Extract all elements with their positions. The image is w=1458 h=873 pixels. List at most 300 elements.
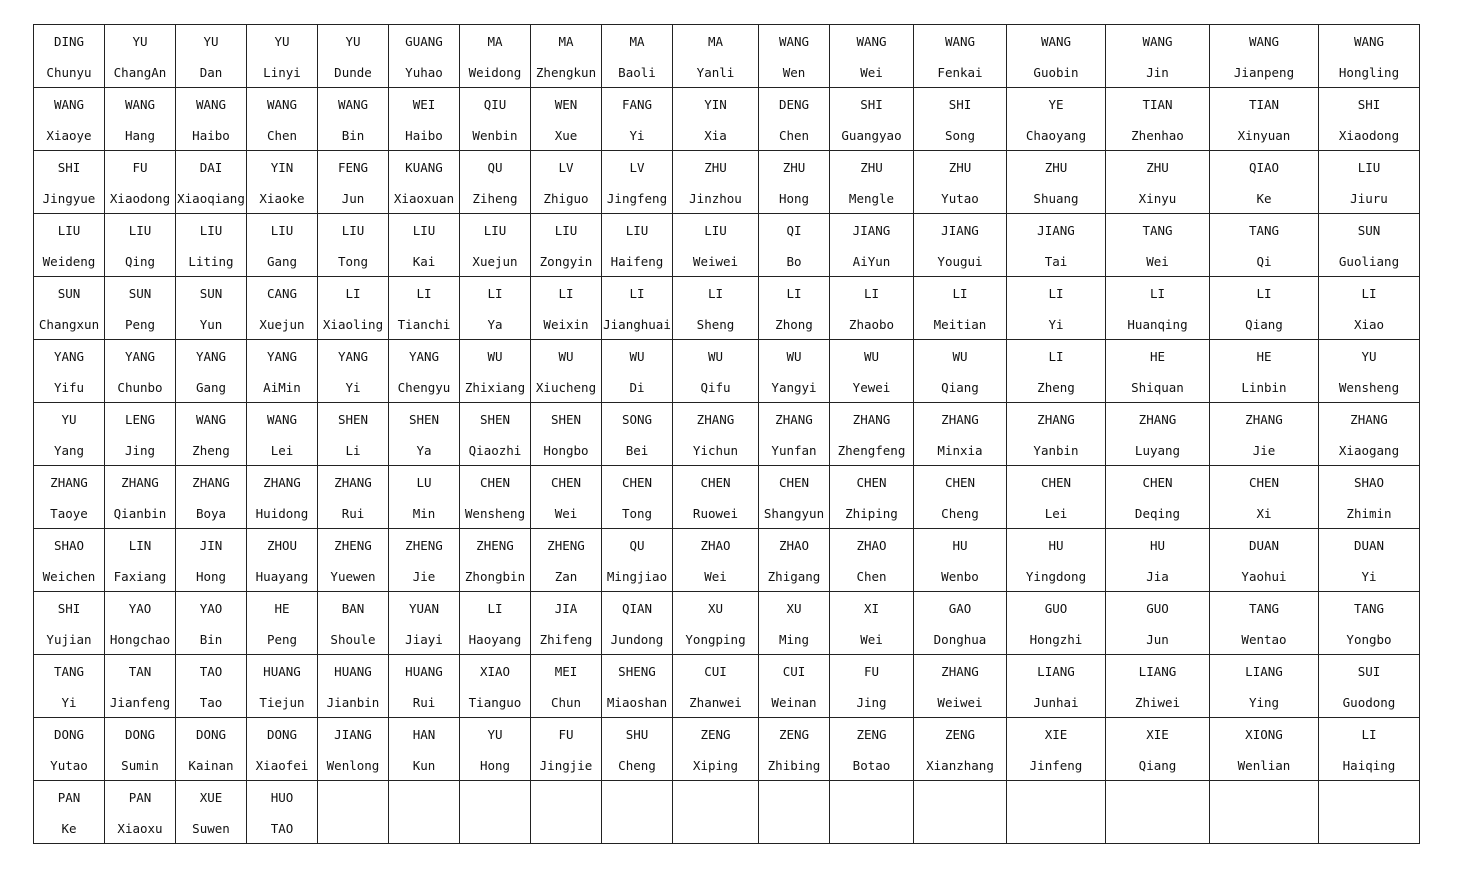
name-cell xyxy=(105,277,176,340)
given-name-text: Xiaoling xyxy=(322,317,384,332)
surname-text: WU xyxy=(487,349,503,364)
name-cell xyxy=(1319,781,1420,844)
surname-text: LI xyxy=(345,286,361,301)
given-name-text: Zhiguo xyxy=(543,191,589,206)
surname-text: SHEN xyxy=(550,412,582,427)
name-cell xyxy=(673,592,759,655)
surname-text: WANG xyxy=(778,34,810,49)
name-cell xyxy=(531,214,602,277)
name-cell xyxy=(759,214,830,277)
name-cell xyxy=(673,718,759,781)
given-name-text: Jianbin xyxy=(326,695,380,710)
name-cell xyxy=(1319,655,1420,718)
surname-text: LIU xyxy=(412,223,436,238)
name-cell xyxy=(830,277,914,340)
name-cell xyxy=(318,25,389,88)
surname-text: MA xyxy=(629,34,645,49)
name-cell xyxy=(914,592,1007,655)
surname-text: ZHANG xyxy=(50,475,88,490)
given-name-text: Yunfan xyxy=(771,443,817,458)
name-cell xyxy=(318,214,389,277)
given-name-text: Jing xyxy=(856,695,887,710)
name-cell xyxy=(602,25,673,88)
surname-text: CHEN xyxy=(1142,475,1173,490)
surname-text: SUN xyxy=(128,286,152,301)
given-name-text: Jianpeng xyxy=(1233,65,1295,80)
surname-text: ZHANG xyxy=(852,412,891,427)
name-cell xyxy=(759,592,830,655)
given-name-text: Sumin xyxy=(121,758,159,773)
name-cell xyxy=(176,88,247,151)
name-cell xyxy=(531,655,602,718)
given-name-text: Jie xyxy=(1252,443,1276,458)
name-cell xyxy=(1106,781,1210,844)
name-cell xyxy=(176,655,247,718)
given-name-text: Junhai xyxy=(1033,695,1079,710)
given-name-text: Changxun xyxy=(38,317,100,332)
table-row xyxy=(34,592,1420,655)
surname-text: WANG xyxy=(266,97,298,112)
given-name-text: Haibo xyxy=(192,128,230,143)
name-cell xyxy=(105,151,176,214)
name-cell xyxy=(531,781,602,844)
given-name-text: TAO xyxy=(270,821,294,836)
surname-text: ZENG xyxy=(700,727,731,742)
surname-text: LIANG xyxy=(1245,664,1283,679)
surname-text: DING xyxy=(53,34,85,49)
given-name-text: Weideng xyxy=(42,254,96,269)
name-cell xyxy=(1210,529,1319,592)
given-name-text: Weidong xyxy=(468,65,522,80)
name-cell xyxy=(602,214,673,277)
name-cell xyxy=(830,88,914,151)
given-name-text: Weiwei xyxy=(692,254,739,269)
surname-text: WU xyxy=(558,349,574,364)
given-name-text: Donghua xyxy=(933,632,987,647)
given-name-text: Peng xyxy=(266,632,298,647)
surname-text: LIU xyxy=(625,223,649,238)
name-cell xyxy=(1319,277,1420,340)
name-cell xyxy=(389,403,460,466)
given-name-text: Tiejun xyxy=(259,695,305,710)
surname-text: MA xyxy=(707,34,724,49)
given-name-text: Kainan xyxy=(188,758,234,773)
given-name-text: Yaohui xyxy=(1241,569,1287,584)
given-name-text xyxy=(759,820,829,838)
surname-text: LI xyxy=(487,286,503,301)
name-cell xyxy=(1319,214,1420,277)
surname-text: BAN xyxy=(341,601,365,616)
name-cell xyxy=(673,403,759,466)
name-cell xyxy=(1210,781,1319,844)
given-name-text: Tianguo xyxy=(468,695,522,710)
given-name-text: Tong xyxy=(337,254,369,269)
name-cell xyxy=(389,781,460,844)
name-cell xyxy=(389,340,460,403)
given-name-text: Zan xyxy=(554,569,578,584)
surname-text: ZHANG xyxy=(775,412,813,427)
surname-text: LI xyxy=(1149,286,1166,301)
name-cell xyxy=(602,88,673,151)
surname-text: YIN xyxy=(270,160,294,175)
name-cell xyxy=(1007,655,1106,718)
given-name-text: Sheng xyxy=(696,317,735,332)
name-cell xyxy=(914,466,1007,529)
name-cell xyxy=(1210,340,1319,403)
surname-text: LU xyxy=(416,475,432,490)
name-cell xyxy=(531,151,602,214)
name-cell xyxy=(34,25,105,88)
given-name-text: Guangyao xyxy=(841,128,902,143)
name-cell xyxy=(914,529,1007,592)
given-name-text: Ming xyxy=(778,632,810,647)
surname-text: PAN xyxy=(128,790,152,805)
given-name-text: Wensheng xyxy=(464,506,526,521)
name-cell xyxy=(1106,88,1210,151)
surname-text xyxy=(1319,789,1419,807)
given-name-text: Mingjiao xyxy=(606,569,668,584)
name-cell xyxy=(1210,88,1319,151)
name-cell xyxy=(759,88,830,151)
name-cell xyxy=(318,403,389,466)
name-cell xyxy=(830,340,914,403)
surname-text: HU xyxy=(1149,538,1166,553)
name-cell xyxy=(1106,592,1210,655)
name-cell xyxy=(759,151,830,214)
surname-text: QU xyxy=(487,160,503,175)
surname-text: YAO xyxy=(128,601,152,616)
given-name-text: Yifu xyxy=(53,380,85,395)
given-name-text: Min xyxy=(412,506,436,521)
given-name-text: Tong xyxy=(621,506,653,521)
name-cell xyxy=(602,340,673,403)
name-cell xyxy=(673,466,759,529)
given-name-text xyxy=(531,820,601,838)
surname-text: ZHANG xyxy=(192,475,230,490)
name-cell xyxy=(1106,277,1210,340)
given-name-text: Yun xyxy=(199,317,223,332)
given-name-text: Haiqing xyxy=(1342,758,1396,773)
surname-text: ZHENG xyxy=(476,538,514,553)
surname-text: DONG xyxy=(266,727,298,742)
given-name-text: Boya xyxy=(195,506,227,521)
surname-text: ZHAO xyxy=(700,538,731,553)
surname-text: LI xyxy=(786,286,802,301)
name-cell xyxy=(1210,655,1319,718)
name-cell xyxy=(759,781,830,844)
name-cell xyxy=(830,25,914,88)
given-name-text: Wenlong xyxy=(326,758,380,773)
surname-text: ZHU xyxy=(782,160,806,175)
name-cell xyxy=(759,466,830,529)
given-name-text: Yujian xyxy=(46,632,92,647)
surname-text: XIE xyxy=(1146,727,1169,742)
surname-text: CHEN xyxy=(778,475,810,490)
name-cell xyxy=(914,88,1007,151)
given-name-text xyxy=(914,820,1006,838)
surname-text xyxy=(460,789,530,807)
given-name-text: Wei xyxy=(1146,254,1169,269)
surname-text: SHAO xyxy=(53,538,85,553)
given-name-text: Wei xyxy=(860,65,883,80)
surname-text xyxy=(1106,789,1209,807)
given-name-text: Kun xyxy=(412,758,436,773)
surname-text: WANG xyxy=(856,34,887,49)
name-cell xyxy=(389,25,460,88)
surname-text xyxy=(531,789,601,807)
name-cell xyxy=(105,718,176,781)
surname-text: FU xyxy=(558,727,574,742)
surname-text: ZHU xyxy=(860,160,883,175)
name-cell xyxy=(105,781,176,844)
surname-text: LI xyxy=(1256,286,1272,301)
given-name-text: Weixin xyxy=(543,317,589,332)
given-name-text: Fenkai xyxy=(937,65,983,80)
name-cell xyxy=(247,277,318,340)
name-cell xyxy=(1319,340,1420,403)
surname-text: LI xyxy=(416,286,432,301)
name-cell xyxy=(1319,25,1420,88)
name-cell xyxy=(602,403,673,466)
name-cell xyxy=(318,277,389,340)
given-name-text: Ke xyxy=(61,821,77,836)
given-name-text: Yewei xyxy=(852,380,891,395)
given-name-text: Wenbin xyxy=(472,128,518,143)
given-name-text: Xuejun xyxy=(259,317,305,332)
surname-text: CHEN xyxy=(1040,475,1072,490)
given-name-text: Chun xyxy=(550,695,582,710)
name-cell xyxy=(1319,403,1420,466)
given-name-text: Deqing xyxy=(1134,506,1181,521)
name-cell xyxy=(460,655,531,718)
surname-text: ZHANG xyxy=(696,412,735,427)
name-cell xyxy=(830,529,914,592)
surname-text: HE xyxy=(1149,349,1166,364)
given-name-text: Zhixiang xyxy=(464,380,526,395)
given-name-text: Jiuru xyxy=(1350,191,1388,206)
table-row xyxy=(34,466,1420,529)
given-name-text: Jun xyxy=(341,191,365,206)
given-name-text: Di xyxy=(629,380,645,395)
name-cell xyxy=(830,781,914,844)
surname-text: ZENG xyxy=(778,727,810,742)
surname-text: WU xyxy=(863,349,880,364)
name-cell xyxy=(914,151,1007,214)
given-name-text: Zhimin xyxy=(1346,506,1392,521)
surname-text: YANG xyxy=(337,349,369,364)
name-cell xyxy=(602,151,673,214)
name-cell xyxy=(318,340,389,403)
name-cell xyxy=(1007,214,1106,277)
name-cell xyxy=(34,718,105,781)
name-cell xyxy=(673,655,759,718)
given-name-text: Zhanwei xyxy=(689,695,742,710)
given-name-text: Taoye xyxy=(50,506,88,521)
name-cell xyxy=(318,781,389,844)
name-cell xyxy=(34,781,105,844)
name-cell xyxy=(602,655,673,718)
given-name-text: Guobin xyxy=(1033,65,1079,80)
name-cell xyxy=(914,25,1007,88)
name-cell xyxy=(1007,25,1106,88)
surname-text: WANG xyxy=(195,412,227,427)
surname-text: ZHU xyxy=(704,160,727,175)
name-cell xyxy=(1210,403,1319,466)
surname-text: LV xyxy=(629,160,645,175)
given-name-text: Jingyue xyxy=(42,191,96,206)
name-cell xyxy=(105,340,176,403)
given-name-text: Wei xyxy=(554,506,578,521)
name-cell xyxy=(34,277,105,340)
surname-text: YANG xyxy=(195,349,227,364)
name-cell xyxy=(531,718,602,781)
name-cell xyxy=(602,466,673,529)
given-name-text: Liting xyxy=(188,254,234,269)
given-name-text: Luyang xyxy=(1134,443,1181,458)
given-name-text: Huayang xyxy=(255,569,309,584)
surname-text: CUI xyxy=(704,664,727,679)
name-cell xyxy=(389,529,460,592)
surname-text: XIAO xyxy=(479,664,511,679)
name-cell xyxy=(34,655,105,718)
surname-text: ZHAO xyxy=(856,538,887,553)
name-cell xyxy=(105,403,176,466)
surname-text: DUAN xyxy=(1353,538,1385,553)
surname-text: GUANG xyxy=(405,34,443,49)
name-cell xyxy=(1210,466,1319,529)
name-cell xyxy=(1319,529,1420,592)
name-cell xyxy=(531,592,602,655)
name-cell xyxy=(247,655,318,718)
name-cell xyxy=(830,655,914,718)
surname-text: ZHENG xyxy=(405,538,443,553)
surname-text: LI xyxy=(1361,286,1377,301)
surname-text: SHAO xyxy=(1353,475,1385,490)
surname-text: JIN xyxy=(199,538,223,553)
given-name-text: Xiaodong xyxy=(1338,128,1400,143)
given-name-text: Weichen xyxy=(42,569,96,584)
surname-text: HUANG xyxy=(263,664,301,679)
given-name-text: AiMin xyxy=(263,380,301,395)
given-name-text: Haifeng xyxy=(610,254,664,269)
surname-text: ZHU xyxy=(1146,160,1169,175)
given-name-text: Xuejun xyxy=(472,254,518,269)
name-cell xyxy=(460,403,531,466)
name-cell xyxy=(1319,592,1420,655)
given-name-text: Jin xyxy=(1146,65,1169,80)
surname-text: HUO xyxy=(270,790,294,805)
surname-text: LI xyxy=(863,286,880,301)
name-cell xyxy=(1007,529,1106,592)
given-name-text: Bo xyxy=(786,254,802,269)
surname-text: ZHANG xyxy=(1350,412,1388,427)
name-cell xyxy=(1319,466,1420,529)
name-cell xyxy=(531,25,602,88)
given-name-text xyxy=(830,820,913,838)
surname-text: LIANG xyxy=(1037,664,1075,679)
surname-text: XI xyxy=(863,601,880,616)
name-cell xyxy=(176,466,247,529)
surname-text: JIANG xyxy=(1037,223,1075,238)
name-cell xyxy=(318,466,389,529)
given-name-text: Ke xyxy=(1256,191,1272,206)
surname-text: ZHANG xyxy=(263,475,301,490)
surname-text: SHU xyxy=(625,727,649,742)
surname-text: WANG xyxy=(1142,34,1173,49)
name-cell xyxy=(247,151,318,214)
name-cell xyxy=(1106,151,1210,214)
given-name-text: Bin xyxy=(199,632,223,647)
given-name-text: Li xyxy=(345,443,361,458)
given-name-text: Peng xyxy=(124,317,156,332)
given-name-text: Jinfeng xyxy=(1029,758,1083,773)
name-cell xyxy=(531,340,602,403)
surname-text: ZHU xyxy=(948,160,972,175)
surname-text xyxy=(1210,789,1318,807)
name-cell xyxy=(34,151,105,214)
surname-text: SHENG xyxy=(618,664,656,679)
surname-text: YAO xyxy=(199,601,223,616)
name-cell xyxy=(531,529,602,592)
name-cell xyxy=(673,88,759,151)
given-name-text: Yanli xyxy=(696,65,735,80)
name-cell xyxy=(318,88,389,151)
surname-text: SHI xyxy=(1357,97,1381,112)
given-name-text xyxy=(1210,820,1318,838)
given-name-text: Zhongbin xyxy=(464,569,526,584)
given-name-text: Xiaofei xyxy=(255,758,309,773)
given-name-text: Chunbo xyxy=(117,380,163,395)
surname-text: ZHANG xyxy=(334,475,372,490)
surname-text: TANG xyxy=(1248,601,1280,616)
surname-text: HU xyxy=(952,538,968,553)
given-name-text: Xiaoqiang xyxy=(177,191,245,206)
surname-text: XIONG xyxy=(1245,727,1283,742)
name-cell xyxy=(460,277,531,340)
surname-text: LIU xyxy=(704,223,727,238)
given-name-text: Hongchao xyxy=(109,632,171,647)
given-name-text: Hong xyxy=(195,569,227,584)
surname-text: WANG xyxy=(1248,34,1280,49)
name-cell xyxy=(34,88,105,151)
surname-text: XU xyxy=(786,601,802,616)
given-name-text: Yi xyxy=(61,695,77,710)
given-name-text xyxy=(673,820,758,838)
name-cell xyxy=(105,529,176,592)
given-name-text: Chengyu xyxy=(397,380,451,395)
given-name-text: Qiang xyxy=(1138,758,1177,773)
surname-text: FENG xyxy=(337,160,369,175)
given-name-text: Jundong xyxy=(610,632,664,647)
surname-text: WANG xyxy=(195,97,227,112)
given-name-text: Jinzhou xyxy=(689,191,742,206)
given-name-text: Zhifeng xyxy=(539,632,593,647)
given-name-text: Chen xyxy=(778,128,810,143)
given-name-text: Linyi xyxy=(263,65,301,80)
given-name-text: Shuang xyxy=(1033,191,1079,206)
name-cell xyxy=(914,781,1007,844)
name-cell xyxy=(34,340,105,403)
name-cell xyxy=(318,151,389,214)
name-cell xyxy=(247,592,318,655)
given-name-text: Xiaogang xyxy=(1338,443,1400,458)
surname-text: LIU xyxy=(270,223,294,238)
given-name-text: Yuhao xyxy=(405,65,443,80)
given-name-text: Huidong xyxy=(255,506,309,521)
surname-text: WANG xyxy=(1353,34,1385,49)
surname-text: TAN xyxy=(128,664,152,679)
name-cell xyxy=(1007,592,1106,655)
